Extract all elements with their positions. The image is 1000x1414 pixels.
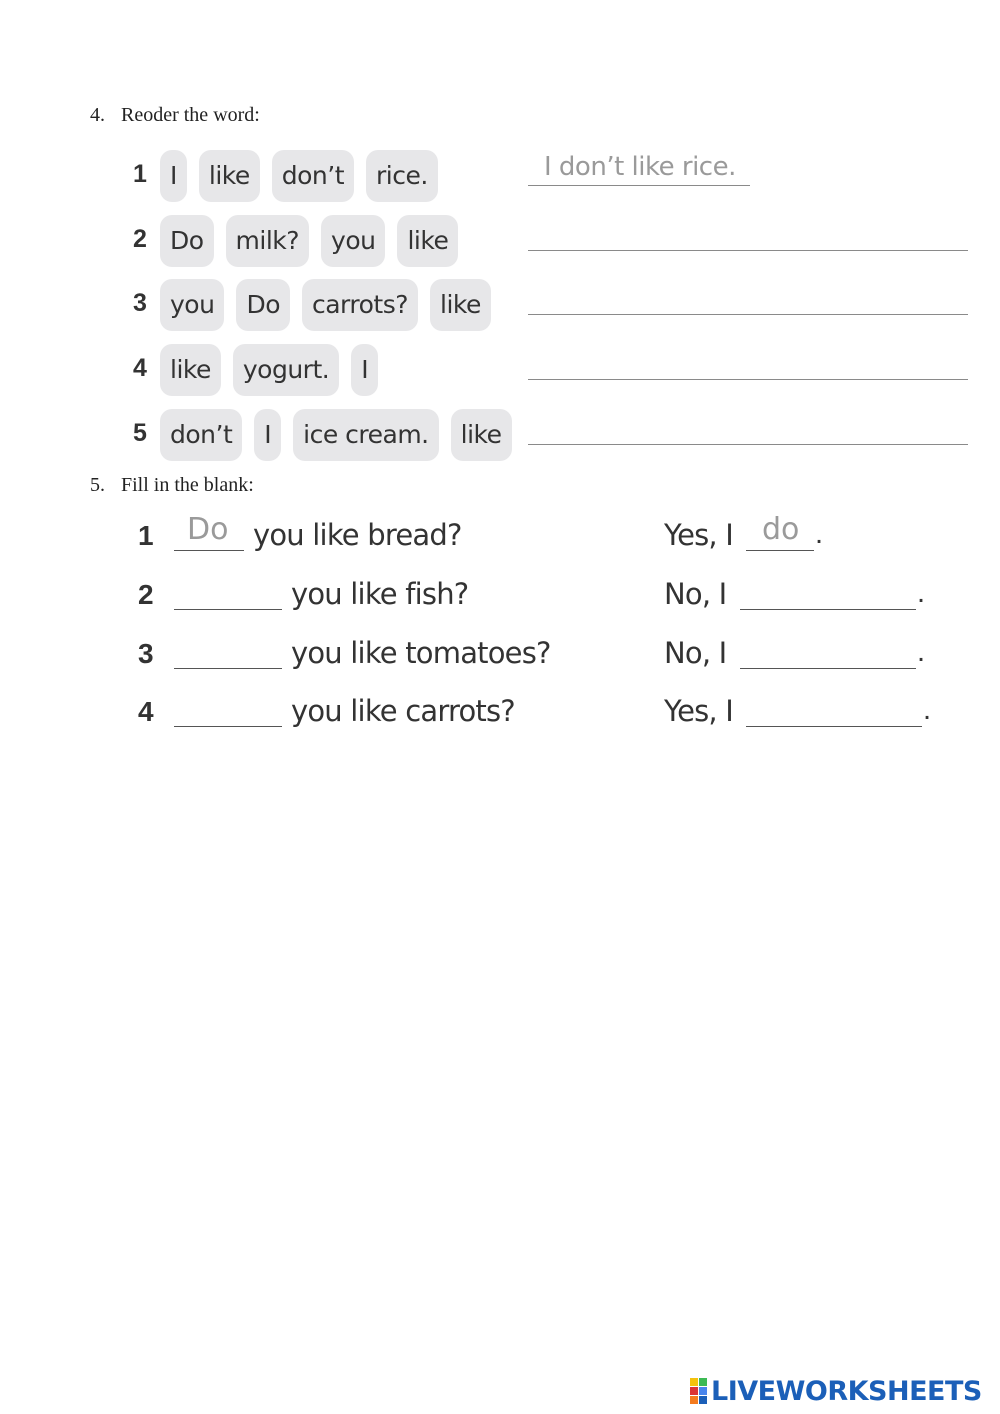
question-blank-input[interactable] [174,609,282,610]
reply-blank-input[interactable] [740,668,916,669]
answer-line [528,185,750,186]
fill-row-4 [0,690,1000,740]
word-chip[interactable]: don’t [272,150,354,202]
word-chip[interactable]: like [397,215,458,267]
row-number: 4 [133,354,147,382]
word-chip[interactable]: Do [160,215,214,267]
exercise-5-heading [90,474,254,497]
word-chip[interactable]: milk? [226,215,310,267]
reorder-row-5 [0,409,1000,465]
exercise-title: Reoder the word: [121,104,260,126]
word-chip[interactable]: carrots? [302,279,418,331]
logo-text: LIVEWORKSHEETS [711,1375,982,1407]
row-number: 1 [138,520,154,551]
word-chip[interactable]: yogurt. [233,344,339,396]
word-chip[interactable]: like [199,150,260,202]
word-chip[interactable]: I [160,150,187,202]
word-chips [160,150,438,202]
word-chip[interactable]: you [321,215,385,267]
reply-blank [746,550,814,551]
question-blank-input[interactable] [174,668,282,669]
row-number: 1 [133,160,147,188]
exercise-4-heading [90,104,260,127]
word-chip[interactable]: I [351,344,378,396]
answer-input-line[interactable] [528,444,968,445]
word-chip[interactable]: Do [236,279,290,331]
word-chips [160,344,378,396]
example-question-answer: Do [187,512,229,547]
fill-row-2 [0,573,1000,623]
reply-text: Yes, I [664,694,734,728]
word-chip[interactable]: don’t [160,409,242,461]
word-chips [160,279,491,331]
reply-text: No, I [664,577,727,611]
question-text: you like carrots? [291,694,515,728]
reorder-row-2 [0,215,1000,271]
reply-blank-input[interactable] [746,726,922,727]
row-number: 4 [138,696,154,727]
word-chip[interactable]: like [430,279,491,331]
row-number: 3 [133,289,147,317]
reply-period: . [815,518,824,550]
row-number: 2 [133,225,147,253]
question-text: you like fish? [291,577,469,611]
question-text: you like bread? [253,518,462,552]
word-chip[interactable]: like [451,409,512,461]
example-answer: I don’t like rice. [544,152,736,182]
example-reply-answer: do [762,512,800,547]
word-chips [160,215,458,267]
row-number: 2 [138,579,154,610]
liveworksheets-logo [690,1374,982,1408]
row-number: 5 [133,419,147,447]
word-chip[interactable]: like [160,344,221,396]
answer-input-line[interactable] [528,379,968,380]
reorder-row-4 [0,344,1000,400]
reorder-row-3 [0,279,1000,335]
exercise-number: 4. [90,104,105,126]
reply-blank-input[interactable] [740,609,916,610]
reply-text: Yes, I [664,518,734,552]
word-chip[interactable]: ice cream. [293,409,439,461]
question-blank-input[interactable] [174,726,282,727]
reorder-row-1 [0,150,1000,206]
reply-period: . [917,636,926,668]
word-chip[interactable]: rice. [366,150,438,202]
word-chips [160,409,512,461]
question-text: you like tomatoes? [291,636,551,670]
answer-input-line[interactable] [528,250,968,251]
word-chip[interactable]: you [160,279,224,331]
row-number: 3 [138,638,154,669]
answer-input-line[interactable] [528,314,968,315]
reply-text: No, I [664,636,727,670]
reply-period: . [923,694,932,726]
exercise-number: 5. [90,474,105,496]
reply-period: . [917,577,926,609]
logo-mark-icon [690,1378,707,1404]
fill-row-1 [0,514,1000,564]
word-chip[interactable]: I [254,409,281,461]
question-blank [174,550,244,551]
exercise-title: Fill in the blank: [121,474,254,496]
fill-row-3 [0,632,1000,682]
